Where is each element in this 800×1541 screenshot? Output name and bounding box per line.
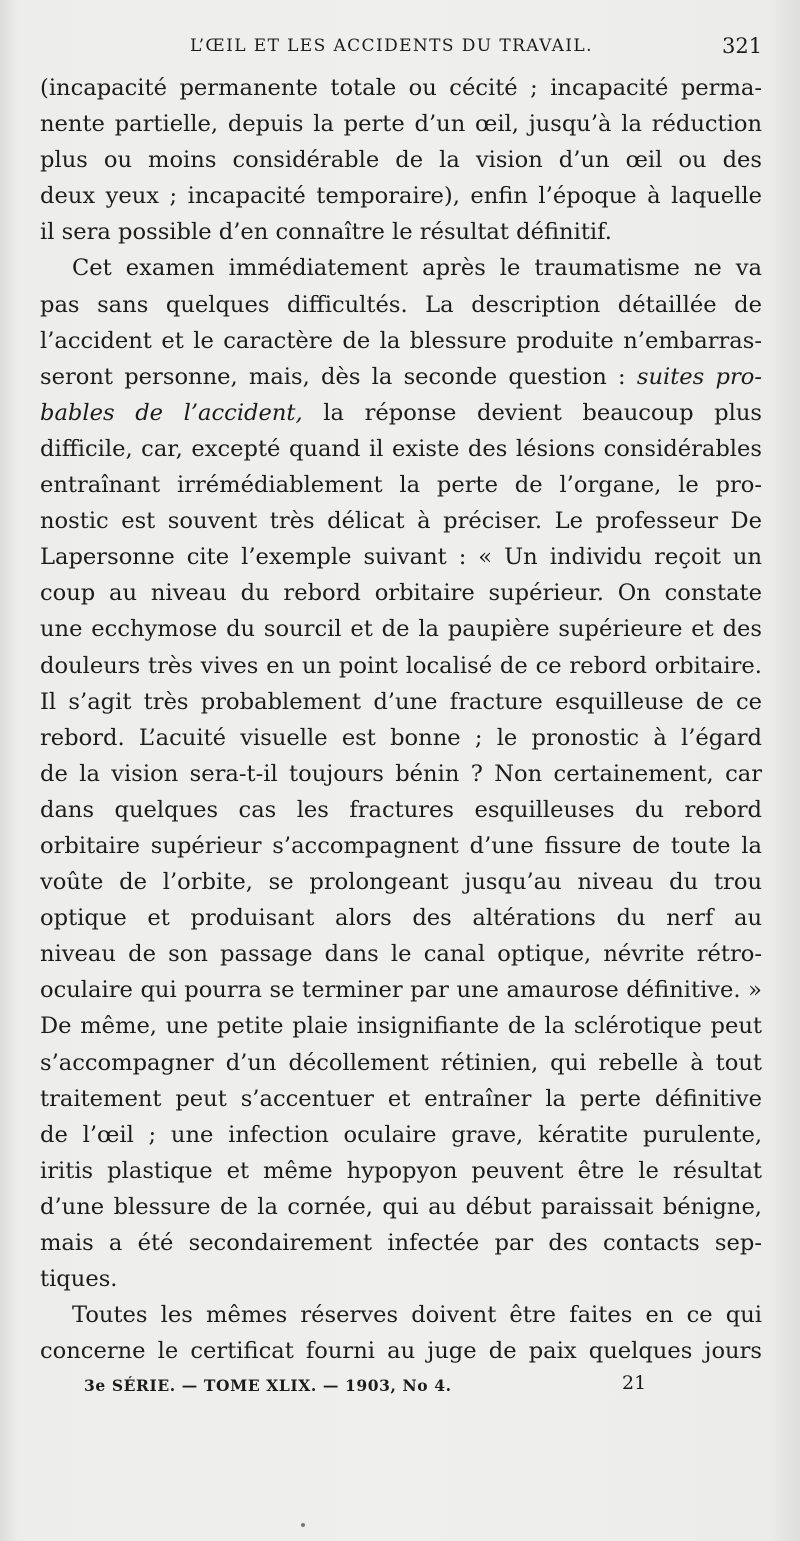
line-text: pas sans quelques difficultés. La description détaillée de — [40, 291, 762, 318]
footer-signature-mark: 21 — [622, 1372, 647, 1394]
text-line — [40, 684, 762, 720]
line-text: iritis plastique et même hypopyon peuvent être le résultat — [40, 1157, 762, 1184]
text-line — [40, 1045, 762, 1081]
text-line — [40, 936, 762, 972]
line-text: une ecchymose du sourcil et de la paupière supérieure et des — [40, 616, 762, 643]
text-line — [40, 900, 762, 936]
text-line — [40, 287, 762, 323]
line-text: rebord. L’acuité visuelle est bonne ; le pronostic à l’égard — [40, 724, 762, 751]
text-line — [40, 648, 762, 684]
text-line — [40, 720, 762, 756]
text-line — [40, 323, 762, 359]
ink-speck — [301, 1523, 305, 1527]
text-line — [40, 1333, 762, 1369]
line-text: nente partielle, depuis la perte d’un œil, jusqu’à la réduction — [40, 111, 762, 138]
running-title: L’ŒIL ET LES ACCIDENTS DU TRAVAIL. — [190, 36, 593, 56]
text-line — [40, 503, 762, 539]
text-line — [40, 395, 762, 431]
line-text: voûte de l’orbite, se prolongeant jusqu’au niveau du trou — [40, 869, 762, 896]
text-line — [40, 1225, 762, 1261]
text-line — [40, 1153, 762, 1189]
line-text: plus ou moins considérable de la vision d’un œil ou des — [40, 147, 762, 174]
line-text: mais a été secondairement infectée par des contacts sep- — [40, 1230, 762, 1256]
text-line — [40, 539, 762, 575]
line-text: deux yeux ; incapacité temporaire), enfin l’époque à laquelle — [40, 183, 762, 210]
line-text: optique et produisant alors des altérations du nerf au — [40, 905, 762, 932]
line-text: Cet examen immédiatement après le traumatisme ne va — [72, 255, 762, 282]
line-text: De même, une petite plaie insignifiante de la sclérotique peut — [40, 1013, 762, 1040]
text-line — [40, 1081, 762, 1117]
text-line — [40, 431, 762, 467]
text-line — [40, 70, 762, 106]
footer-series-line: 3e SÉRIE. — TOME XLIX. — 1903, No 4. — [84, 1376, 452, 1395]
text-line — [40, 756, 762, 792]
line-text: l’accident et le caractère de la blessure produite n’embarras- — [40, 327, 762, 354]
line-text: concerne le certificat fourni au juge de paix quelques jours — [40, 1338, 762, 1365]
text-line — [40, 359, 762, 395]
page-footer — [0, 1372, 800, 1402]
text-line — [40, 611, 762, 647]
text-line — [40, 1261, 762, 1297]
line-text: coup au niveau du rebord orbitaire supérieur. On constate — [40, 580, 762, 607]
line-text: entraînant irrémédiablement la perte de l’organe, le pro- — [40, 472, 762, 499]
text-line — [40, 575, 762, 611]
line-text: Il s’agit très probablement d’une fracture esquilleuse de ce — [40, 688, 762, 715]
line-text: (incapacité permanente totale ou cécité ; incapacité perma- — [40, 75, 762, 101]
text-line — [40, 792, 762, 828]
text-line — [40, 142, 762, 178]
line-text: dans quelques cas les fractures esquilleuses du rebord — [40, 796, 762, 823]
text-line — [40, 1189, 762, 1225]
text-line — [40, 250, 762, 286]
text-line — [40, 828, 762, 864]
text-line — [40, 1117, 762, 1153]
text-line — [40, 467, 762, 503]
text-line — [40, 178, 762, 214]
line-text: la réponse devient beaucoup plus — [302, 399, 762, 426]
text-line — [40, 1008, 762, 1044]
italic-phrase: bables de l’accident, — [40, 399, 303, 426]
text-line — [40, 864, 762, 900]
line-text: il sera possible d’en connaître le résultat définitif. — [40, 219, 612, 246]
line-text: douleurs très vives en un point localisé de ce rebord orbitaire. — [40, 652, 762, 679]
text-line — [40, 214, 762, 250]
line-text: d’une blessure de la cornée, qui au début paraissait bénigne, — [40, 1193, 762, 1220]
line-text: s’accompagner d’un décollement rétinien, qui rebelle à tout — [40, 1049, 762, 1076]
line-text: oculaire qui pourra se terminer par une amaurose définitive. » — [40, 977, 762, 1004]
line-text: tiques. — [40, 1266, 118, 1293]
line-text: niveau de son passage dans le canal optique, névrite rétro- — [40, 941, 762, 968]
line-text: de l’œil ; une infection oculaire grave, kératite purulente, — [40, 1121, 762, 1148]
text-line — [40, 106, 762, 142]
italic-phrase: suites pro- — [636, 363, 762, 390]
line-text: nostic est souvent très délicat à préciser. Le professeur De — [40, 508, 762, 535]
text-line — [40, 1297, 762, 1333]
text-line — [40, 972, 762, 1008]
line-text: difficile, car, excepté quand il existe des lésions considérables — [40, 435, 762, 462]
line-text: orbitaire supérieur s’accompagnent d’une fissure de toute la — [40, 832, 762, 859]
page-number: 321 — [722, 34, 763, 58]
running-head — [0, 36, 800, 60]
line-text: seront personne, mais, dès la seconde question : — [40, 363, 637, 390]
line-text: Toutes les mêmes réserves doivent être faites en ce qui — [72, 1302, 762, 1329]
line-text: Lapersonne cite l’exemple suivant : « Un individu reçoit un — [40, 544, 762, 571]
line-text: de la vision sera-t-il toujours bénin ? Non certainement, car — [40, 760, 762, 787]
body-text — [40, 70, 762, 1369]
line-text: traitement peut s’accentuer et entraîner la perte définitive — [40, 1085, 762, 1112]
